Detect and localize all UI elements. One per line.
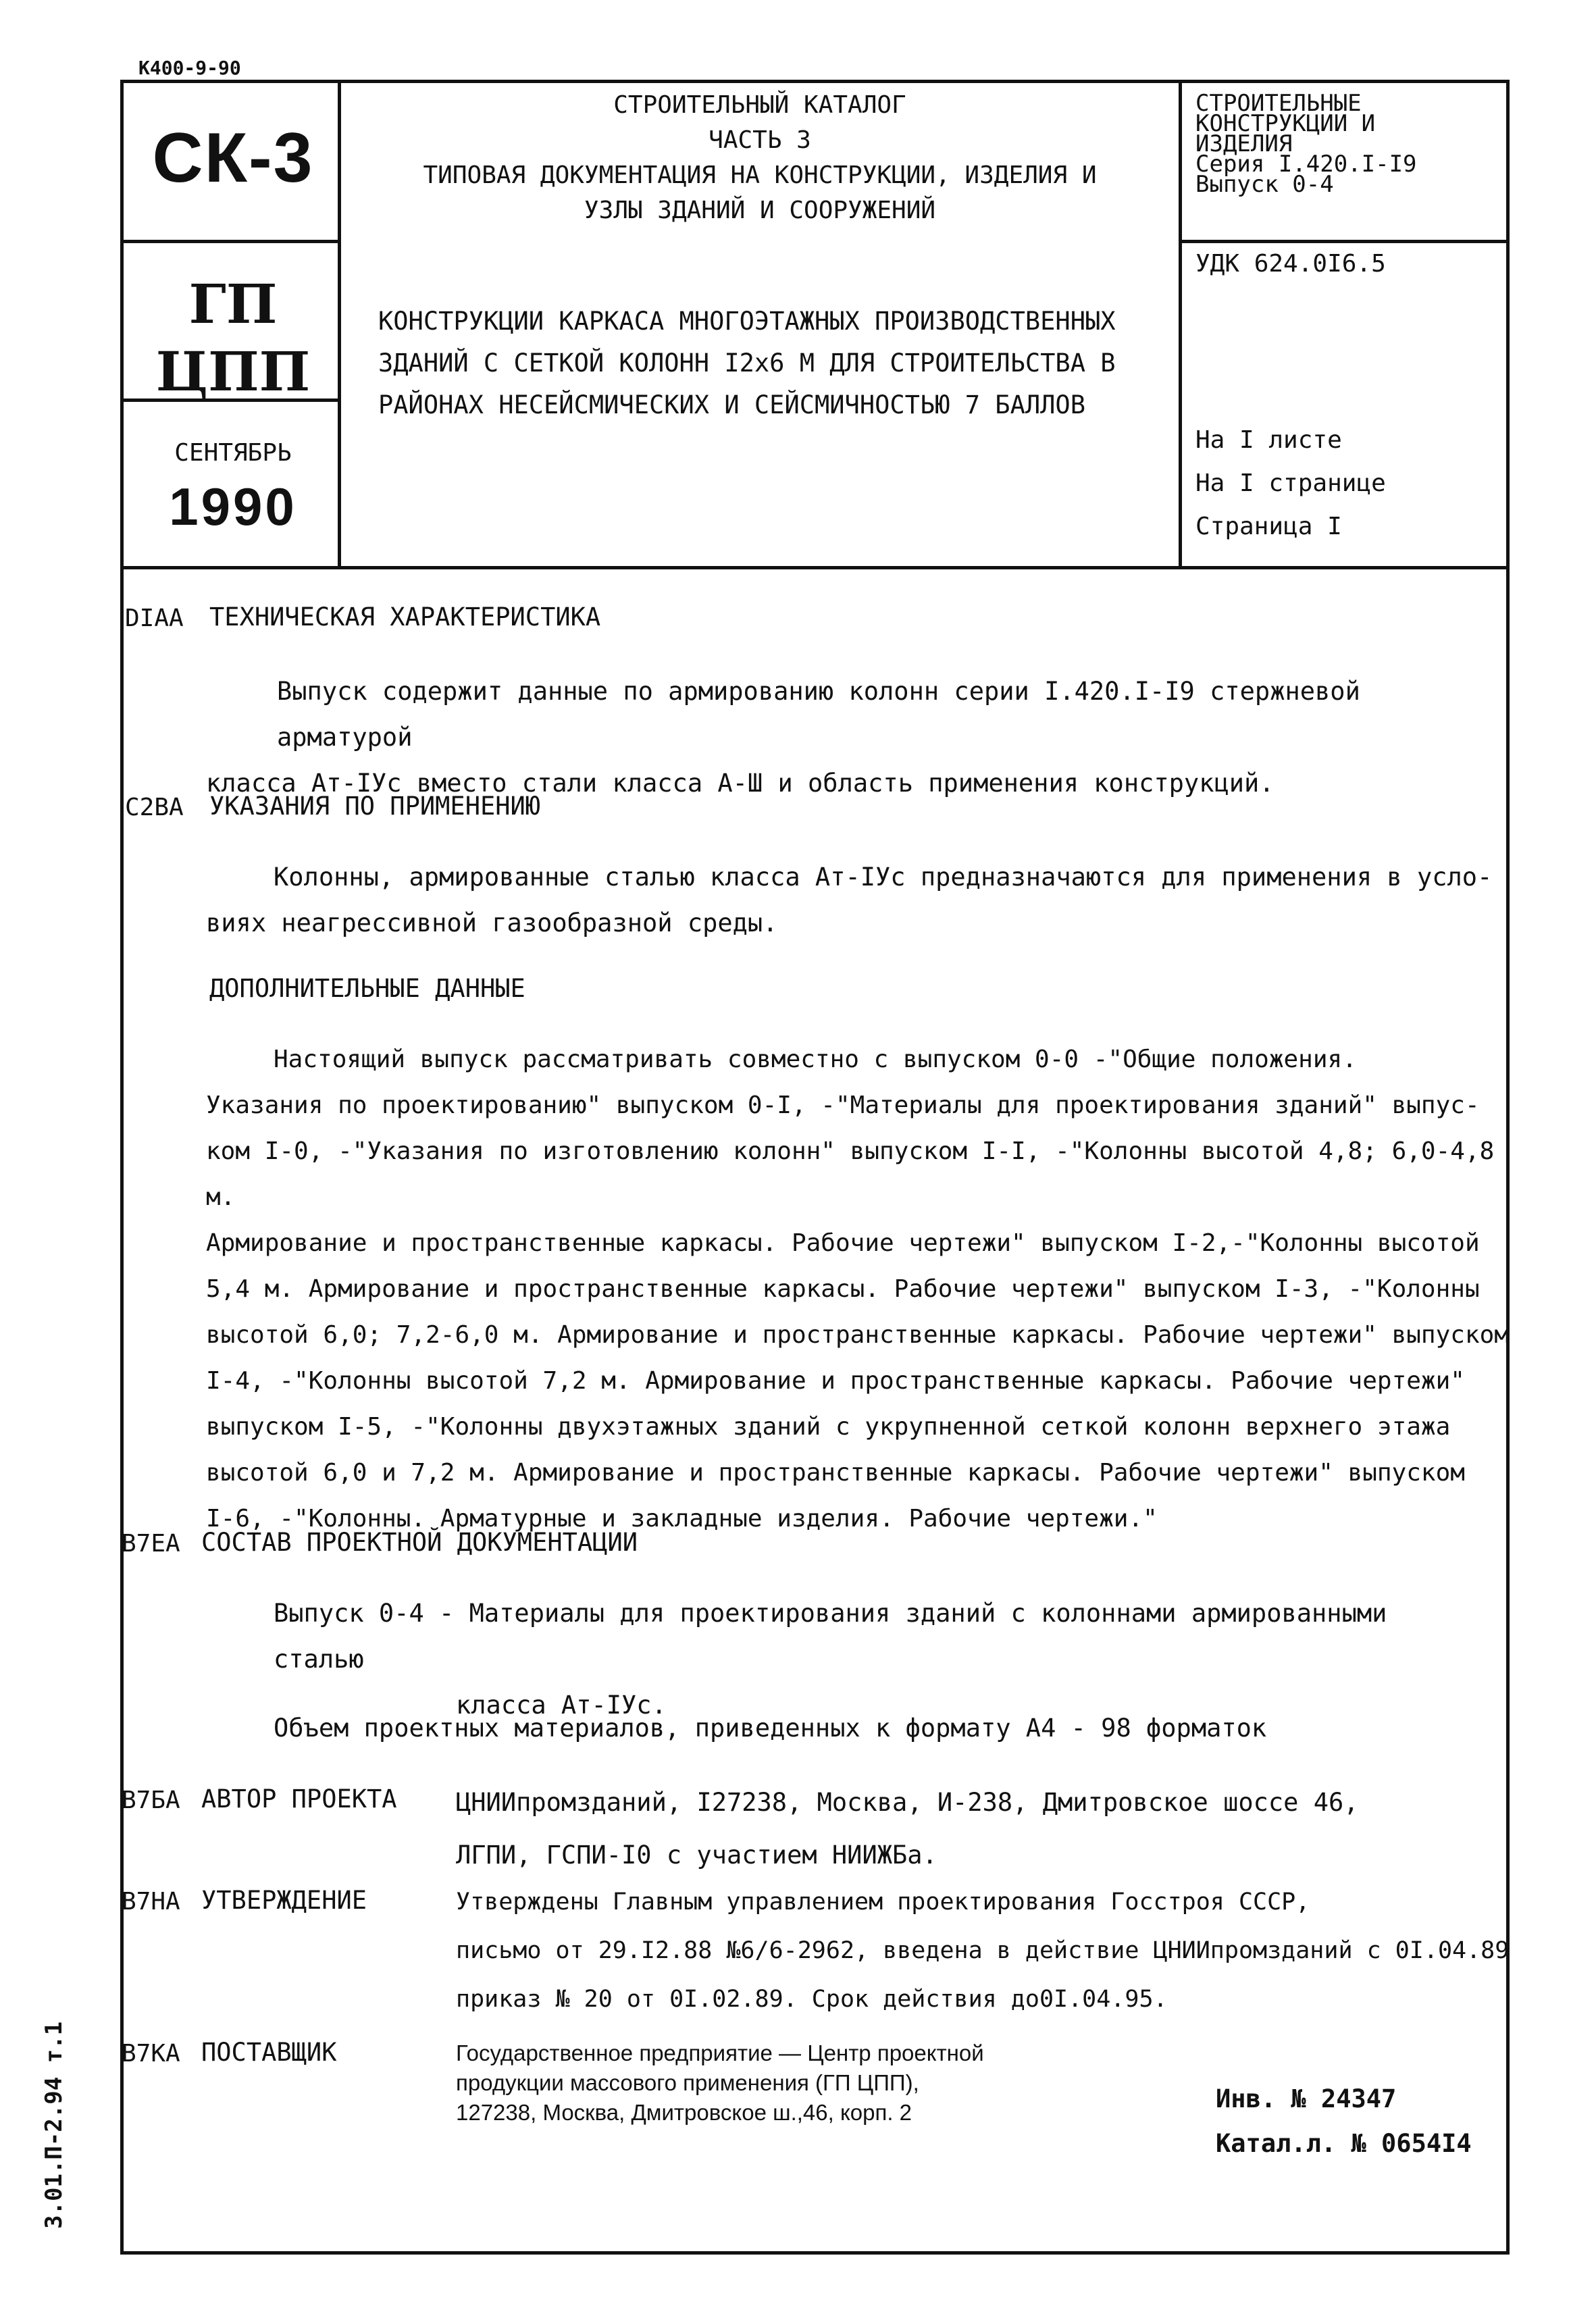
text-line: класса Ат-IУс. [456,1691,667,1720]
catalog-code-sk3: СК-3 [152,119,314,197]
series-line: КОНСТРУКЦИИ И [1195,110,1376,137]
section-title: АВТОР ПРОЕКТА [201,1784,397,1814]
text-line: I-4, -"Колонны высотой 7,2 м. Армирование и пространственные каркасы. Рабочие чертежи" [206,1367,1465,1395]
side-code: 3.01.П-2.94 т.1 [41,2021,68,2229]
publisher-line2: ЦПП [155,340,311,403]
inventory-block [1216,2077,1472,2166]
section-title: ПОСТАВЩИК [201,2038,337,2067]
catalog-title-line: ЧАСТЬ 3 [709,126,811,154]
issue-month: СЕНТЯБРЬ [174,439,292,467]
series-line: ИЗДЕЛИЯ [1195,130,1293,157]
text-line: виях неагрессивной газообразной среды. [206,908,778,937]
text-line: Армирование и пространственные каркасы. Рабочие чертежи" выпуском I-2,-"Колонны высотой [206,1229,1480,1257]
sheet-info-line: На I странице [1195,469,1386,497]
section-code: B7KA [122,2040,180,2067]
catalog-title-line: СТРОИТЕЛЬНЫЙ КАТАЛОГ [613,91,906,119]
section-code: B7EA [122,1530,180,1558]
text-line: высотой 6,0 и 7,2 м. Армирование и пространственные каркасы. Рабочие чертежи" выпуском [206,1459,1465,1487]
section-title: УКАЗАНИЯ ПО ПРИМЕНЕНИЮ [209,792,541,821]
header-divider-left [338,80,341,566]
text-line: I-6, -"Колонны. Арматурные и закладные изделия. Рабочие чертежи." [206,1505,1158,1533]
section-text [206,1037,1510,1542]
text-line: Колонны, армированные сталью класса Ат-IУс предназначаются для применения в усло- [274,863,1493,892]
header-row1-line-right [1179,240,1510,243]
header-row1-line-left [120,240,338,243]
document-title-line: КОНСТРУКЦИИ КАРКАСА МНОГОЭТАЖНЫХ ПРОИЗВОДСТВЕННЫХ [378,307,1116,336]
text-line: Утверждены Главным управлением проектирования Госстроя СССР, [456,1888,1310,1916]
catalog-title-line: ТИПОВАЯ ДОКУМЕНТАЦИЯ НА КОНСТРУКЦИИ, ИЗДЕЛИЯ И [423,161,1097,189]
text-line: Выпуск содержит данные по армированию колонн серии I.420.I-I9 стержневой арматурой [277,677,1360,752]
text-line: письмо от 29.I2.88 №6/6-2962, введена в действие ЦНИИпромзданий с 0I.04.89 [456,1937,1510,1964]
catalog-title-block [344,88,1175,228]
text-line: ЦНИИпромзданий, I27238, Москва, И-238, Дмитровское шоссе 46, [456,1788,1359,1817]
section-text [456,1776,1503,1882]
section-text [206,854,1503,946]
text-line: высотой 6,0; 7,2-6,0 м. Армирование и пространственные каркасы. Рабочие чертежи" выпуском [206,1321,1509,1349]
section-title: ТЕХНИЧЕСКАЯ ХАРАКТЕРИСТИКА [209,602,601,632]
text-line: ЛГПИ, ГСПИ-I0 с участием НИИЖБа. [456,1841,937,1870]
supplier-text [456,2038,1064,2128]
text-line: Государственное предприятие — Центр проектной [456,2040,984,2065]
section-title: УТВЕРЖДЕНИЕ [201,1886,367,1915]
text-line: класса Ат-IУс вместо стали класса А-Ш и область применения конструкций. [206,769,1275,798]
publisher-line1: ГП [188,272,278,336]
section-code: B7HA [122,1888,180,1916]
text-line: Указания по проектированию" выпуском 0-I, -"Материалы для проектирования зданий" выпус- [206,1091,1480,1119]
section-code: DIAA [125,605,184,632]
text-line: Выпуск 0-4 - Материалы для проектирования зданий с колоннами армированными сталью [274,1599,1387,1674]
document-title-line: РАЙОНАХ НЕСЕЙСМИЧЕСКИХ И СЕЙСМИЧНОСТЬЮ 7 БАЛЛОВ [378,390,1085,419]
header-bottom-line [120,566,1510,569]
catalog-title-line: УЗЛЫ ЗДАНИЙ И СООРУЖЕНИЙ [584,197,936,224]
section-title: СОСТАВ ПРОЕКТНОЙ ДОКУМЕНТАЦИИ [201,1528,638,1557]
series-line: Выпуск 0-4 [1195,171,1334,198]
issue-year: 1990 [169,477,297,536]
document-title-block [378,301,1175,426]
text-line: Настоящий выпуск рассматривать совместно с выпуском 0-0 -"Общие положения. [274,1046,1357,1073]
catalog-sheet-number: Катал.л. № 0654I4 [1216,2129,1472,2158]
text-line: приказ № 20 от 0I.02.89. Срок действия до0I.04.95. [456,1986,1168,2013]
series-line: СТРОИТЕЛЬНЫЕ [1195,90,1362,117]
header-divider-right [1179,80,1182,566]
text-line: ком I-0, -"Указания по изготовлению колонн" выпуском I-I, -"Колонны высотой 4,8; 6,0-4,8 м. [206,1137,1495,1211]
publisher-mark [128,270,338,405]
section-code: C2BA [125,794,184,821]
sheet-info-line: Страница I [1195,513,1342,540]
document-title-line: ЗДАНИЙ С СЕТКОЙ КОЛОНН I2х6 М ДЛЯ СТРОИТЕЛЬСТВА В [378,349,1116,378]
section-title: ДОПОЛНИТЕЛЬНЫЕ ДАННЫЕ [209,974,525,1003]
text-line: продукции массового применения (ГП ЦПП), [456,2070,919,2095]
text-line: 5,4 м. Армирование и пространственные каркасы. Рабочие чертежи" выпуском I-3, -"Колонны [206,1275,1480,1303]
inventory-number: Инв. № 24347 [1216,2084,1397,2113]
text-line: 127238, Москва, Дмитровское ш.,46, корп. 2 [456,2100,912,2125]
text-line: выпуском I-5, -"Колонны двухэтажных зданий с укрупненной сеткой колонн верхнего этажа [206,1413,1451,1441]
section-code: B7БA [122,1786,180,1814]
sheet-info [1195,419,1386,548]
series-line: Серия I.420.I-I9 [1195,151,1417,178]
document-code: К400-9-90 [138,57,241,79]
series-block [1195,90,1506,198]
volume-text: Объем проектных материалов, приведенных к формату А4 - 98 форматок [274,1714,1267,1743]
udk-code: УДК 624.0I6.5 [1195,250,1386,278]
sheet-info-line: На I листе [1195,426,1342,454]
section-text [456,1878,1510,2024]
